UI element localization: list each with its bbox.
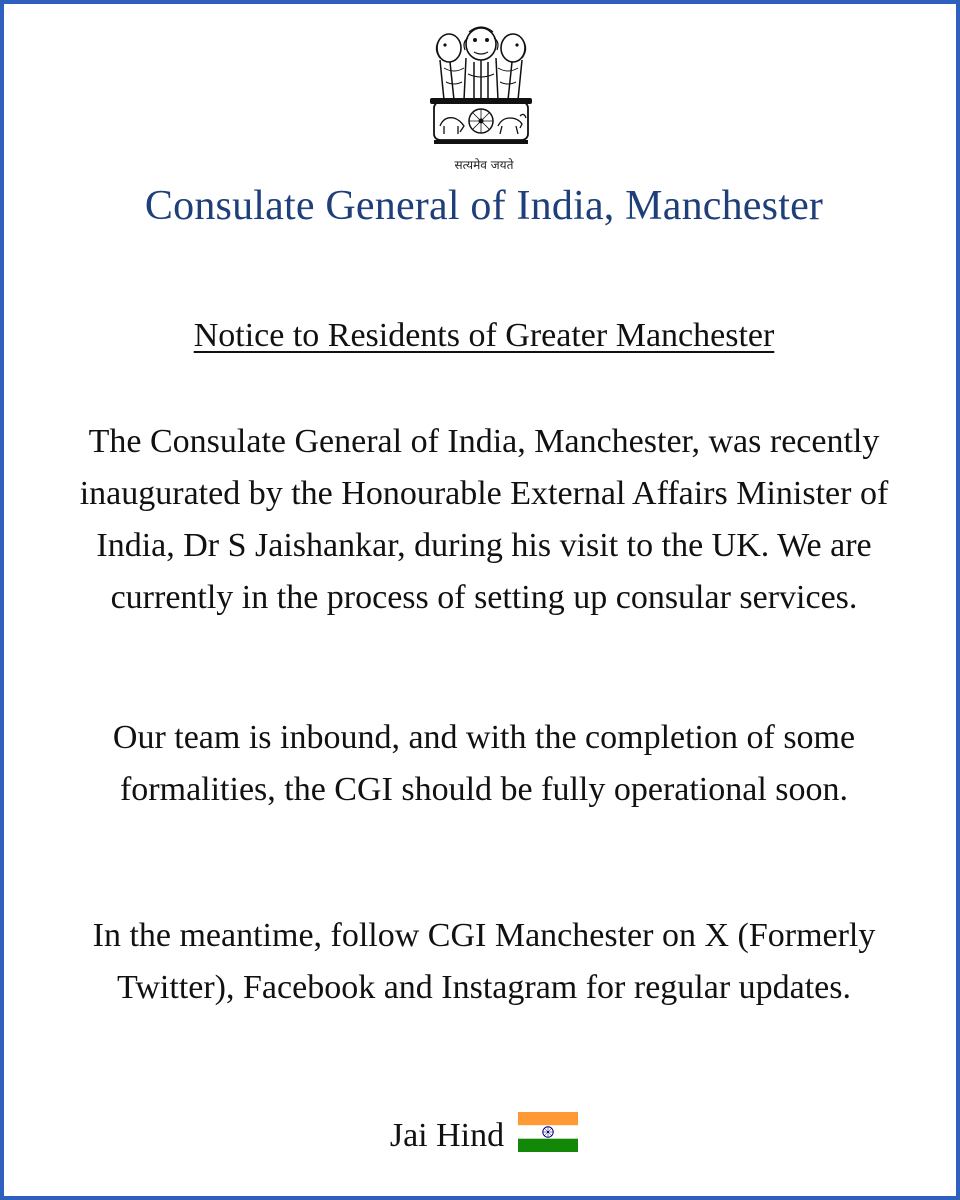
notice-title xyxy=(4,317,960,355)
notice-title-text: Notice to Residents of Greater Manchester xyxy=(193,317,775,354)
closing-text: Jai Hind xyxy=(389,1117,505,1154)
notice-paragraph-3: In the meantime, follow CGI Manchester on X (Formerly Twitter), Facebook and Instagram for regular updates. xyxy=(92,917,876,1006)
closing-line xyxy=(4,1112,960,1158)
state-emblem-icon xyxy=(424,18,538,152)
emblem-motto: सत्यमेव जयते xyxy=(454,158,514,172)
organization-title: Consulate General of India, Manchester xyxy=(144,183,824,229)
notice-paragraph-2: Our team is inbound, and with the completion of some formalities, the CGI should be fully operational soon. xyxy=(112,719,856,808)
india-flag-icon xyxy=(518,1112,578,1152)
notice-paragraph-1: The Consulate General of India, Manchester, was recently inaugurated by the Honourable External Affairs Minister of India, Dr S Jaishankar, during his visit to the UK. We are currently in the process of setting up consular services. xyxy=(79,423,889,616)
